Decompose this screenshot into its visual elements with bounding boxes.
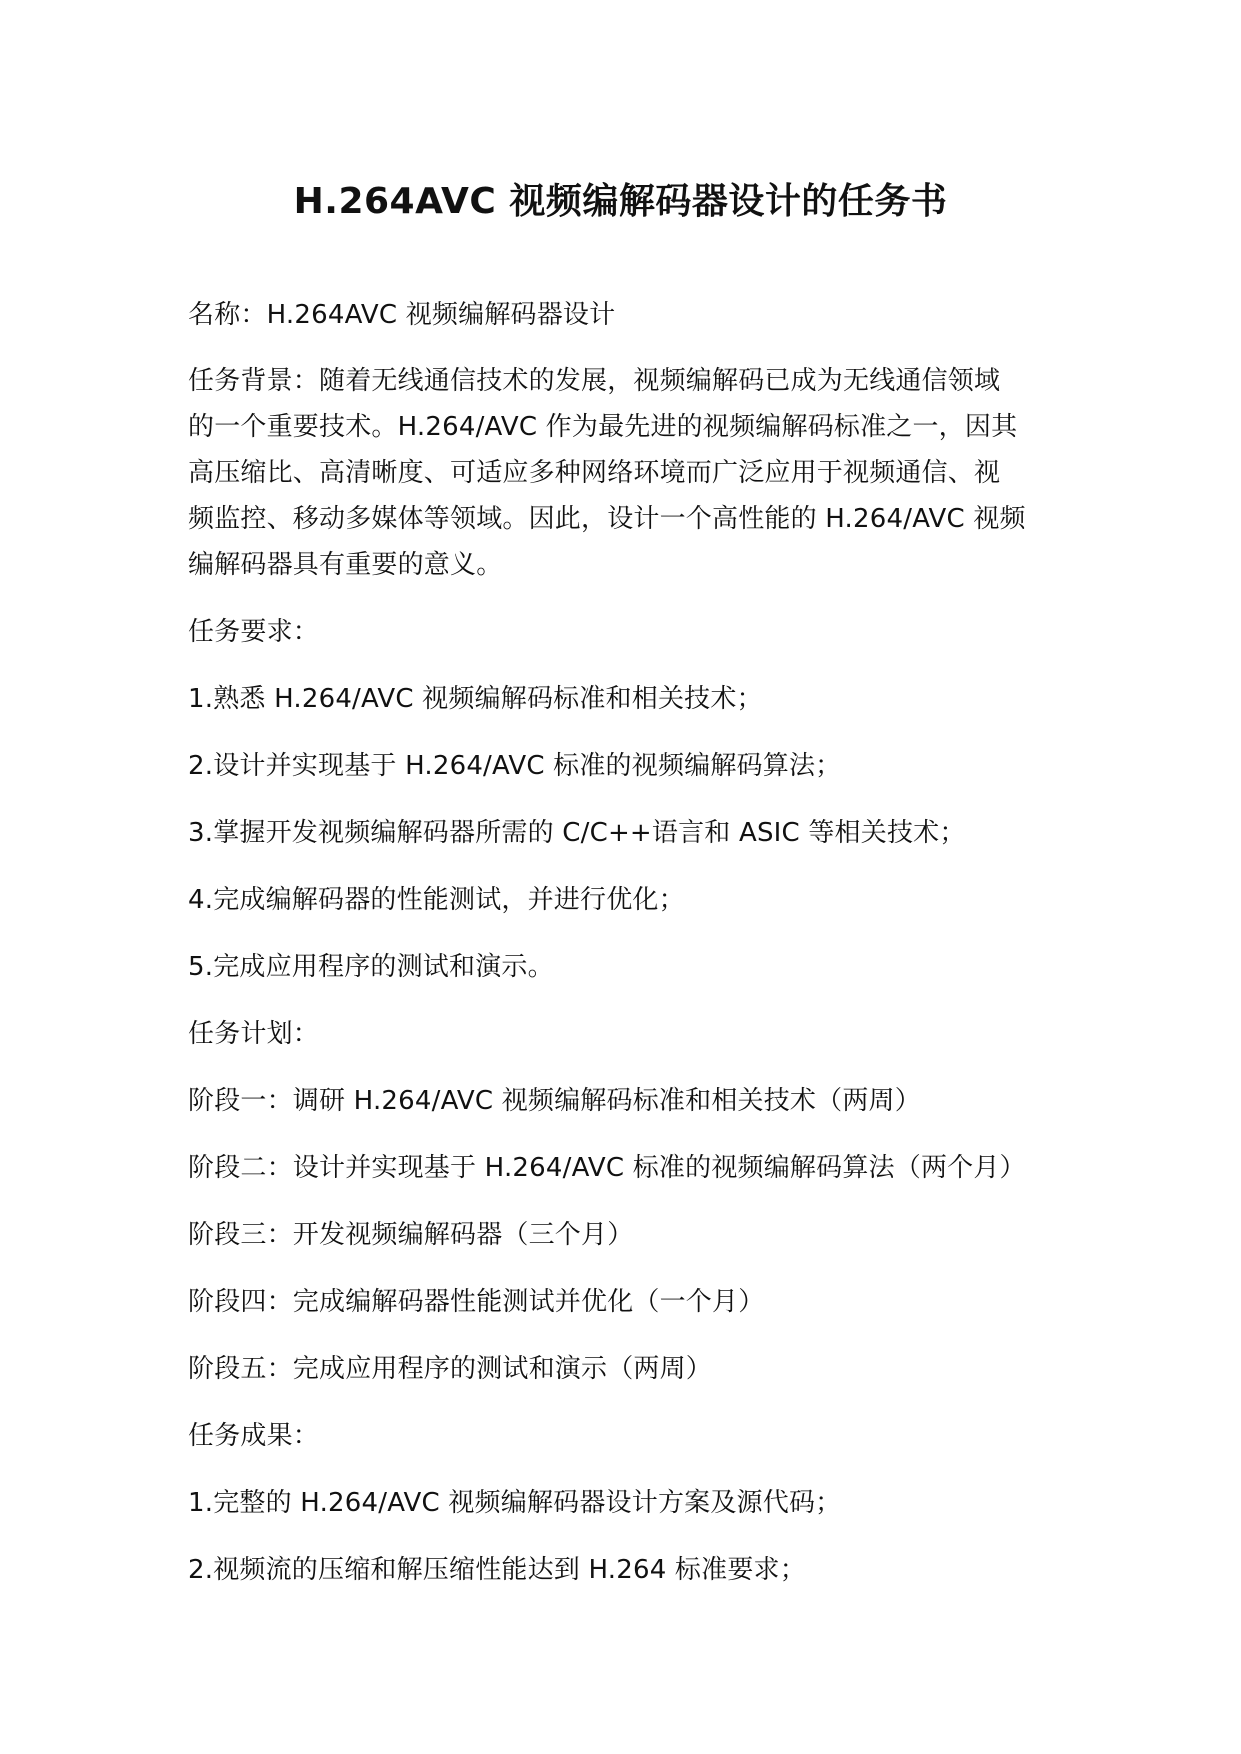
requirements-heading: 任务要求： [188, 617, 320, 647]
result-item: 2.视频流的压缩和解压缩性能达到 H.264 标准要求； [188, 1555, 806, 1585]
plan-item: 阶段三：开发视频编解码器（三个月） [188, 1220, 634, 1250]
background-line: 任务背景：随着无线通信技术的发展，视频编解码已成为无线通信领域 [188, 366, 1001, 396]
name-line: 名称：H.264AVC 视频编解码器设计 [188, 300, 616, 330]
requirement-item: 1.熟悉 H.264/AVC 视频编解码标准和相关技术； [188, 684, 763, 714]
requirement-item: 5.完成应用程序的测试和演示。 [188, 952, 554, 982]
background-line: 频监控、移动多媒体等领域。因此，设计一个高性能的 H.264/AVC 视频 [188, 504, 1026, 534]
result-item: 1.完整的 H.264/AVC 视频编解码器设计方案及源代码； [188, 1488, 842, 1518]
plan-item: 阶段四：完成编解码器性能测试并优化（一个月） [188, 1287, 765, 1317]
plan-item: 阶段二：设计并实现基于 H.264/AVC 标准的视频编解码算法（两个月） [188, 1153, 1026, 1183]
requirement-item: 4.完成编解码器的性能测试，并进行优化； [188, 885, 685, 915]
document-title: H.264AVC 视频编解码器设计的任务书 [293, 181, 948, 222]
plan-heading: 任务计划： [188, 1019, 320, 1049]
results-heading: 任务成果： [188, 1421, 320, 1451]
background-line: 编解码器具有重要的意义。 [188, 550, 503, 580]
plan-item: 阶段五：完成应用程序的测试和演示（两周） [188, 1354, 713, 1384]
requirement-item: 3.掌握开发视频编解码器所需的 C/C++语言和 ASIC 等相关技术； [188, 818, 966, 848]
plan-item: 阶段一：调研 H.264/AVC 视频编解码标准和相关技术（两周） [188, 1086, 921, 1116]
background-line: 高压缩比、高清晰度、可适应多种网络环境而广泛应用于视频通信、视 [188, 458, 1001, 488]
requirement-item: 2.设计并实现基于 H.264/AVC 标准的视频编解码算法； [188, 751, 842, 781]
background-line: 的一个重要技术。H.264/AVC 作为最先进的视频编解码标准之一，因其 [188, 412, 1018, 442]
